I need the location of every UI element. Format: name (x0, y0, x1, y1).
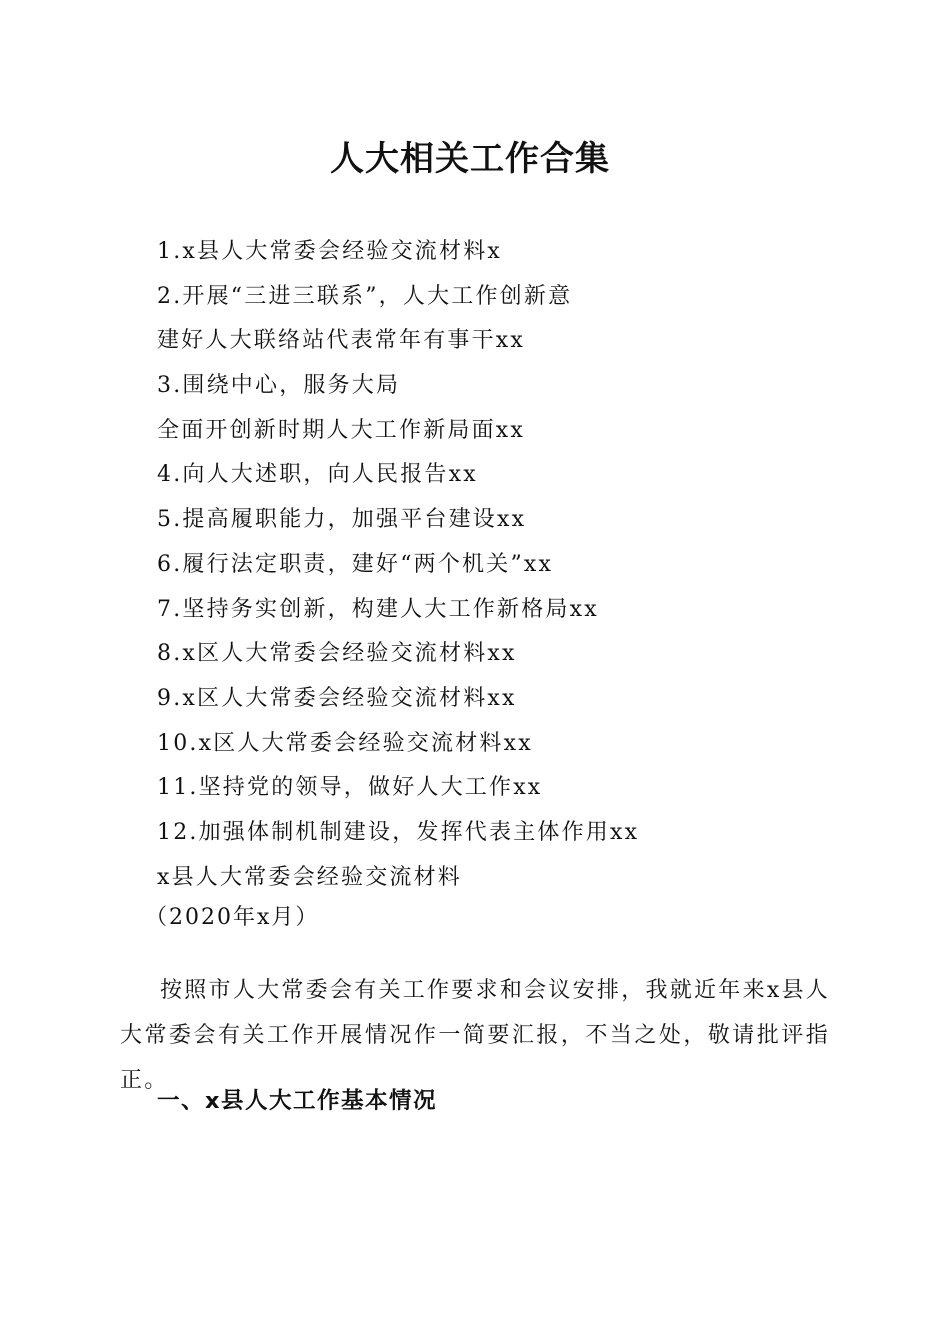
toc-item: 全面开创新时期人大工作新局面xx (157, 417, 526, 443)
toc-item: 10.x区人大常委会经验交流材料xx (157, 730, 533, 756)
toc-item: 3.围绕中心，服务大局 (157, 373, 401, 399)
toc-item: 2.开展“三进三联系”，人大工作创新意 (157, 283, 573, 309)
toc-item: 11.坚持党的领导，做好人大工作xx (157, 775, 543, 801)
toc-item: 7.坚持务实创新，构建人大工作新格局xx (157, 596, 599, 622)
toc-item: 5.提高履职能力，加强平台建设xx (157, 507, 527, 533)
toc-item: 建好人大联络站代表常年有事干xx (157, 328, 526, 354)
section-subtitle: x县人大常委会经验交流材料 (157, 864, 463, 890)
document-title: 人大相关工作合集 (330, 139, 610, 179)
toc-item: 9.x区人大常委会经验交流材料xx (157, 685, 517, 711)
table-of-contents (157, 230, 857, 900)
toc-item: 12.加强体制机制建设，发挥代表主体作用xx (157, 819, 640, 845)
toc-item: 4.向人大述职，向人民报告xx (157, 462, 478, 488)
toc-item: 8.x区人大常委会经验交流材料xx (157, 641, 517, 667)
document-date: （2020年x月） (145, 905, 320, 930)
toc-item: 1.x县人大常委会经验交流材料x (157, 239, 503, 264)
section-heading: 一、x县人大工作基本情况 (157, 1088, 438, 1114)
intro-paragraph: 按照市人大常委会有关工作要求和会议安排，我就近年来x县人大常委会有关工作开展情况作一简要汇报，不当之处，敬请批评指正。 (120, 978, 830, 1093)
toc-item: 6.履行法定职责，建好“两个机关”xx (157, 551, 554, 577)
